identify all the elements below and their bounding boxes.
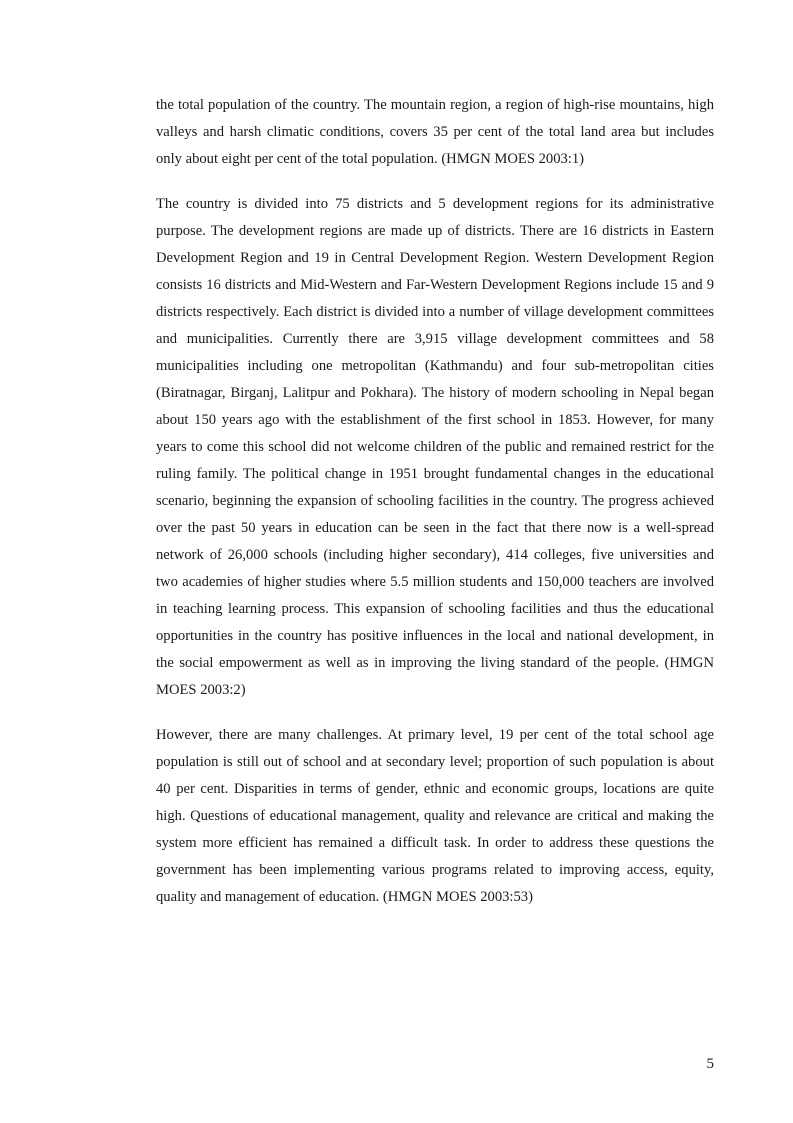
paragraph-administrative-divisions: The country is divided into 75 districts and 5 development regions for its administrative purpose. The development regions are made up of districts. There are 16 districts in Eastern Development Region and 19 in Central Development Region. Western Development Region consists 16 districts and Mid-Western and Far-Western Development Regions include 15 and 9 districts respectively. Each district is divided into a number of village development committees and municipalities. Currently there are 3,915 village development committees and 58 municipalities including one metropolitan (Kathmandu) and four sub-metropolitan cities (Biratnagar, Birganj, Lalitpur and Pokhara). The history of modern schooling in Nepal began about 150 years ago with the establishment of the first school in 1853. However, for many years to come this school did not welcome children of the public and remained restrict for the ruling family. The political change in 1951 brought fundamental changes in the educational scenario, beginning the expansion of schooling facilities in the country. The progress achieved over the past 50 years in education can be seen in the fact that there now is a well-spread network of 26,000 schools (including higher secondary), 414 colleges, five universities and two academies of higher studies where 5.5 million students and 150,000 teachers are involved in teaching learning process. This expansion of schooling facilities and thus the educational opportunities in the country has positive influences in the local and national development, in the social empowerment as well as in improving the living standard of the people. (HMGN MOES 2003:2): [156, 196, 714, 698]
document-body: [156, 92, 714, 929]
paragraph-population-regions: the total population of the country. The mountain region, a region of high-rise mountains, high valleys and harsh climatic conditions, covers 35 per cent of the total land area but includes only about eight per cent of the total population. (HMGN MOES 2003:1): [156, 97, 714, 167]
page-number: 5: [706, 1056, 714, 1072]
paragraph-challenges: However, there are many challenges. At primary level, 19 per cent of the total school age population is still out of school and at secondary level; proportion of such population is about 40 per cent. Disparities in terms of gender, ethnic and economic groups, locations are quite high. Questions of educational management, quality and relevance are critical and making the system more efficient has remained a difficult task. In order to address these questions the government has been implementing various programs related to improving access, equity, quality and management of education. (HMGN MOES 2003:53): [156, 727, 714, 905]
